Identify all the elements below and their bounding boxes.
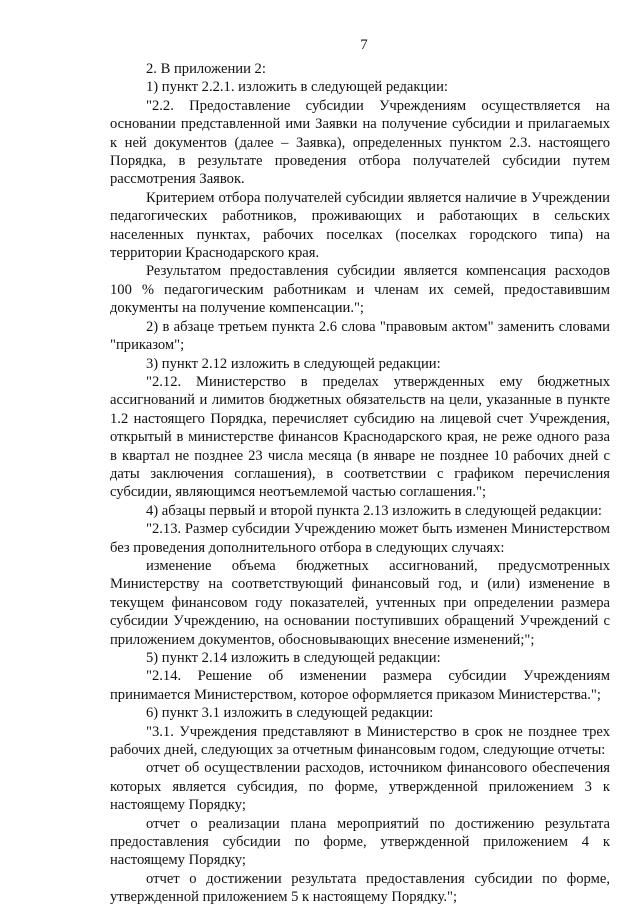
paragraph-clause-3-1: "3.1. Учреждения представляют в Министерство в срок не позднее трех рабочих дней, следующих за отчетным финансовым годом, следующие отчеты: (110, 723, 610, 759)
paragraph-item-5: 5) пункт 2.14 изложить в следующей редакции: (146, 650, 441, 666)
paragraph-report-plan: отчет о реализации плана мероприятий по достижению результата предоставления субсидии по форме, утвержденной приложением 4 к настоящему Порядку; (110, 815, 610, 869)
paragraph-clause-2-13: "2.13. Размер субсидии Учреждению может быть изменен Министерством без проведения дополнительного отбора в следующих случаях: (110, 521, 610, 556)
paragraph-appendix-heading: 2. В приложении 2: (146, 61, 266, 77)
paragraph-clause-2-2: "2.2. Предоставление субсидии Учреждениям осуществляется на основании представленной ими Заявки на получение субсидии и прилагаемых к ней документов (далее – Заявка), определенных пунктом 2.3. настоящего Порядка, в результате проведения отбора получателей субсидии путем рассмотрения Заявок. (110, 97, 610, 188)
paragraph-budget-change: изменение объема бюджетных ассигнований, предусмотренных Министерству на соответствующий финансовый год, и (или) изменение в текущем финансовом году показателей, учтенных при определении размера субсидии Учреждению, на основании поступивших обращений Учреждений с приложением документов, обосновывающих внесение изменений;"; (110, 557, 610, 648)
paragraph-item-2: 2) в абзаце третьем пункта 2.6 слова "правовым актом" заменить словами "приказом"; (110, 318, 610, 354)
paragraph-selection-criterion: Критерием отбора получателей субсидии является наличие в Учреждении педагогических работников, проживающих и работающих в сельских населенных пунктах, рабочих поселках (поселках городского типа) на территории Краснодарского края. (110, 189, 610, 262)
page-number: 7 (360, 37, 368, 53)
paragraph-item-4: 4) абзацы первый и второй пункта 2.13 изложить в следующей редакции: (146, 502, 602, 519)
paragraph-subsidy-result: Результатом предоставления субсидии является компенсация расходов 100 % педагогическим работникам и членам их семей, предоставившим документы на получение компенсации."; (110, 263, 610, 317)
paragraph-clause-2-12: "2.12. Министерство в пределах утвержденных ему бюджетных ассигнований и лимитов бюджетных обязательств на цели, указанные в пункте 1.2 настоящего Порядка, перечисляет субсидию на лицевой счет Учреждения, открытый в министерстве финансов Краснодарского края, не реже одного раза в квартал не позднее 23 числа месяца (в январе не позднее 10 рабочих дней с даты заключения соглашения), в соответствии с графиком перечисления субсидии, являющимся неотъемлемой частью соглашения."; (110, 373, 610, 501)
paragraph-clause-2-14: "2.14. Решение об изменении размера субсидии Учреждениям принимается Министерством, которое оформляется приказом Министерства."; (110, 668, 610, 703)
paragraph-item-1: 1) пункт 2.2.1. изложить в следующей редакции: (146, 79, 448, 96)
paragraph-report-result: отчет о достижении результата предоставления субсидии по форме, утвержденной приложением 5 к настоящему Порядку."; (110, 870, 610, 906)
paragraph-item-6: 6) пункт 3.1 изложить в следующей редакции: (146, 705, 434, 722)
paragraph-item-3: 3) пункт 2.12 изложить в следующей редакции: (146, 355, 441, 372)
paragraph-report-expenses: отчет об осуществлении расходов, источником финансового обеспечения которых является субсидия, по форме, утвержденной приложением 3 к настоящему Порядку; (110, 760, 610, 814)
